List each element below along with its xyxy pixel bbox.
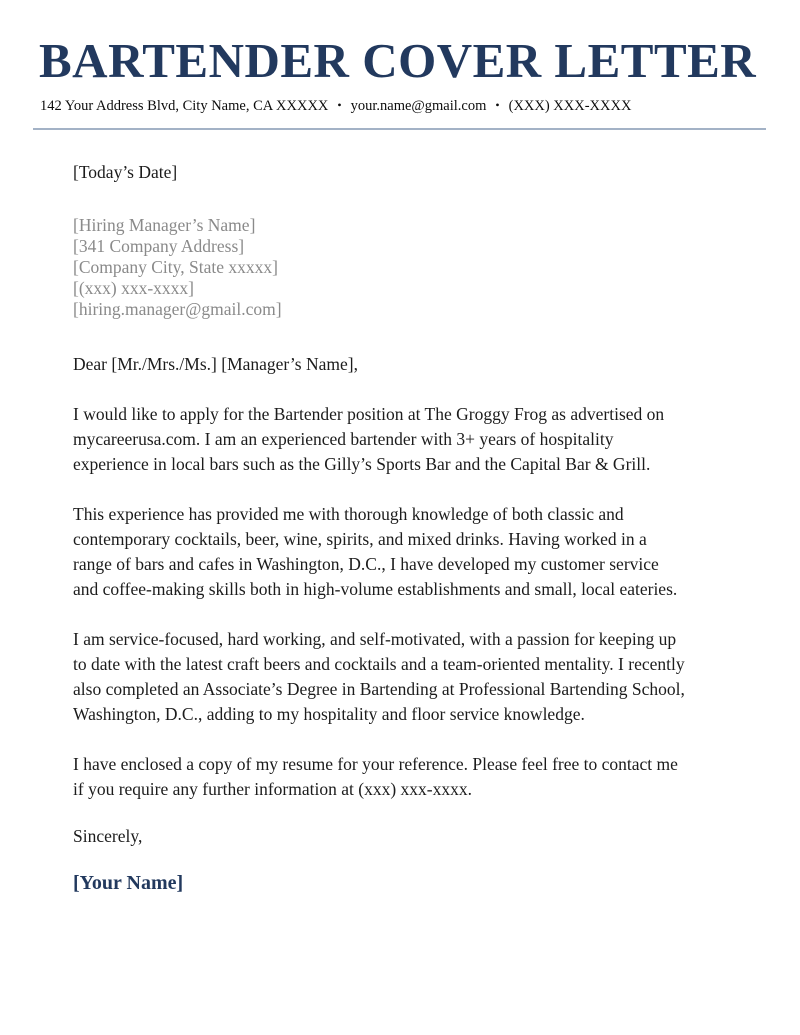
- contact-address: 142 Your Address Blvd, City Name, CA XXXXX: [40, 98, 329, 114]
- recipient-address: [341 Company Address]: [73, 236, 245, 256]
- recipient-block: [73, 215, 688, 320]
- greeting-line: Dear [Mr./Mrs./Ms.] [Manager’s Name],: [73, 354, 358, 374]
- recipient-email: [hiring.manager@gmail.com]: [73, 299, 282, 319]
- recipient-name: [Hiring Manager’s Name]: [73, 215, 256, 235]
- contact-info-line: [40, 96, 766, 115]
- header-divider: [33, 128, 766, 130]
- recipient-phone: [(xxx) xxx-xxxx]: [73, 278, 195, 298]
- contact-email: your.name@gmail.com: [350, 98, 487, 114]
- page-title: BARTENDER COVER LETTER: [39, 33, 757, 88]
- paragraph-experience: This experience has provided me with thorough knowledge of both classic and contemporary cocktails, beer, wine, spirits, and mixed drinks. Having worked in a range of bars and cafes in Washington, D.C., I have developed my customer service and coffee-making skills both in high-volume establishments and small, local eateries.: [73, 504, 678, 599]
- bullet-separator-icon: •: [337, 98, 342, 112]
- paragraph-intro: I would like to apply for the Bartender position at The Groggy Frog as advertised on mycareerusa.com. I am an experienced bartender with 3+ years of hospitality experience in local bars such as the Gilly’s Sports Bar and the Capital Bar & Grill.: [73, 404, 665, 474]
- paragraph-resume-enclosed: I have enclosed a copy of my resume for your reference. Please feel free to contact me if you require any further information at (xxx) xxx-xxxx.: [73, 754, 678, 799]
- paragraph-skills: I am service-focused, hard working, and self-motivated, with a passion for keeping up to date with the latest craft beers and cocktails and a team-oriented mentality. I recently also completed an Associate’s Degree in Bartending at Professional Bartending School, Washington, D.C., adding to my hospitality and floor service knowledge.: [73, 629, 685, 724]
- signature-name-placeholder: [Your Name]: [73, 872, 184, 894]
- recipient-city-state: [Company City, State xxxxx]: [73, 257, 278, 277]
- contact-phone: (XXX) XXX-XXXX: [508, 98, 632, 114]
- bullet-separator-icon: •: [495, 98, 500, 112]
- letter-header: [33, 33, 766, 130]
- letter-body: [73, 160, 688, 896]
- date-placeholder: [Today’s Date]: [73, 162, 178, 182]
- closing-salutation: Sincerely,: [73, 826, 143, 846]
